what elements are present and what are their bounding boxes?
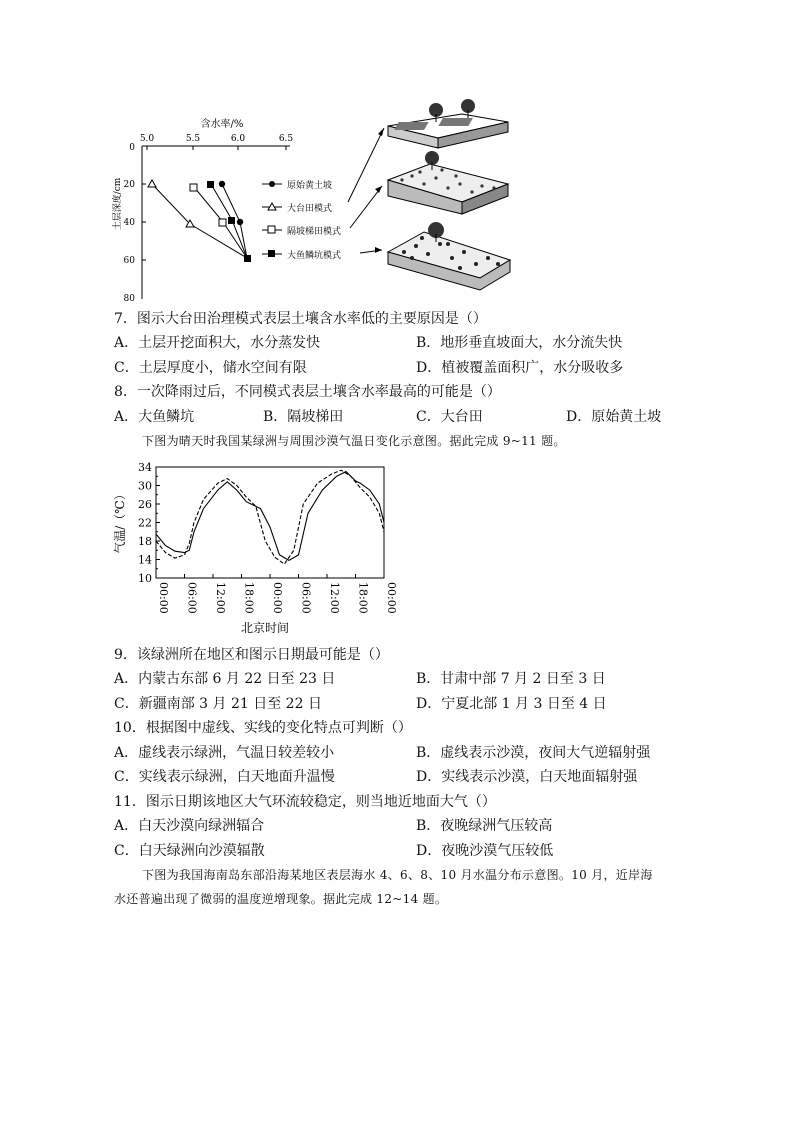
question-11-option-c: C．白天绿洲向沙漠辐散 (114, 843, 265, 859)
legend-label: 原始黄土坡 (287, 181, 333, 191)
y-tick-label: 40 (123, 218, 135, 228)
question-7-option-c: C．土层厚度小，储水空间有限 (114, 360, 307, 376)
question-7-stem: 7．图示大台田治理模式表层土壤含水率低的主要原因是（） (114, 311, 487, 327)
marker-slope-terrace (190, 184, 197, 191)
question-9-stem: 9．该绿洲所在地区和图示日期最可能是（） (114, 647, 389, 663)
fishscale-pit-block-diagram (388, 222, 510, 290)
question-8-option-d: D．原始黄土坡 (566, 409, 662, 425)
x-tick-label: 12:00 (214, 582, 227, 614)
temperature-figure (110, 458, 400, 642)
marker-fishscale (207, 181, 214, 188)
y-tick-label: 30 (138, 479, 152, 493)
question-11-stem: 11．图示日期该地区大气环流较稳定，则当地近地面大气（） (114, 794, 496, 810)
intro-12-14-line2: 水还普遍出现了微弱的温度逆增现象。据此完成 12~14 题。 (114, 892, 448, 906)
slope-terrace-block-diagram (388, 151, 508, 214)
x-tick-label: 6.5 (278, 134, 294, 144)
question-8-stem: 8．一次降雨过后，不同模式表层土壤含水率最高的可能是（） (114, 384, 501, 400)
x-tick-label: 00:00 (271, 582, 284, 614)
y-tick-label: 14 (138, 553, 152, 567)
x-tick-label: 5.5 (185, 134, 201, 144)
fig1-x-ticks (140, 134, 294, 144)
intro-9-11: 下图为晴天时我国某绿洲与周围沙漠气温日变化示意图。据此完成 9~11 题。 (142, 434, 566, 448)
intro-12-14-line1: 下图为我国海南岛东部沿海某地区表层海水 4、6、8、10 月水温分布示意图。10 月，近岸海 (142, 868, 653, 882)
question-10-option-a: A．虚线表示绿洲，气温日较差较小 (114, 745, 335, 761)
question-11-option-b: B．夜晚绿洲气压较高 (416, 818, 553, 834)
y-tick-label: 20 (123, 180, 135, 190)
marker-fishscale (244, 255, 251, 262)
depth-axis-title: 土层深度/cm (113, 177, 123, 231)
y-tick-label: 10 (138, 572, 152, 585)
question-8-option-c: C．大台田 (416, 409, 483, 425)
x-tick-label: 00:00 (157, 582, 170, 614)
y-tick-label: 22 (138, 516, 152, 530)
marker-original (237, 219, 243, 225)
marker-terrace (148, 180, 156, 187)
x-tick-label: 06:00 (185, 582, 199, 614)
y-tick-label: 80 (123, 294, 135, 304)
temp-plot-frame (156, 467, 384, 578)
x-tick-label: 00:00 (385, 582, 398, 614)
temp-ylabel: 气温/（℃） (113, 488, 127, 554)
marker-original (219, 181, 225, 187)
fig1-legend (262, 179, 341, 261)
question-10-stem: 10．根据图中虚线、实线的变化特点可判断（） (114, 720, 412, 736)
question-9-option-b: B．甘肃中部 7 月 2 日至 3 日 (416, 671, 606, 687)
x-tick-label: 6.0 (230, 134, 246, 144)
question-7-option-d: D．植被覆盖面积广，水分吸收多 (416, 360, 624, 376)
y-tick-label: 60 (123, 256, 135, 266)
terrace-block-diagram (388, 99, 508, 148)
x-tick-label: 18:00 (356, 582, 370, 614)
x-tick-label: 12:00 (328, 582, 341, 614)
question-9-option-c: C．新疆南部 3 月 21 日至 22 日 (114, 696, 322, 712)
soil-moisture-figure (110, 92, 520, 304)
x-tick-label: 06:00 (299, 582, 313, 614)
solid-temperature-line (156, 472, 384, 561)
temp-xlabel: 北京时间 (240, 621, 290, 635)
question-10-option-c: C．实线表示绿洲，白天地面升温慢 (114, 769, 335, 785)
question-10-option-b: B．虚线表示沙漠，夜间大气逆辐射强 (416, 745, 651, 761)
y-tick-label: 0 (129, 143, 135, 153)
question-7-option-b: B．地形垂直坡面大，水分流失快 (416, 335, 623, 351)
x-tick-label: 18:00 (242, 582, 256, 614)
question-7-option-a: A．土层开挖面积大，水分蒸发快 (114, 335, 321, 351)
y-tick-label: 26 (138, 498, 152, 511)
legend-label: 大鱼鳞坑模式 (287, 251, 342, 261)
question-11-option-d: D．夜晚沙漠气压较低 (416, 843, 554, 859)
question-9-option-a: A．内蒙古东部 6 月 22 日至 23 日 (114, 671, 336, 687)
question-11-option-a: A．白天沙漠向绿洲辐合 (114, 818, 265, 834)
y-tick-label: 18 (138, 535, 152, 548)
question-8-option-a: A．大鱼鳞坑 (114, 409, 195, 425)
question-10-option-d: D．实线表示沙漠，白天地面辐射强 (416, 769, 638, 785)
dashed-temperature-line (156, 470, 384, 564)
moisture-axis-title: 含水率/% (200, 119, 244, 130)
question-8-option-b: B．隔坡梯田 (263, 409, 344, 425)
marker-fishscale (228, 217, 235, 224)
question-9-option-d: D．宁夏北部 1 月 3 日至 4 日 (416, 696, 607, 712)
legend-label: 隔坡梯田模式 (287, 227, 342, 237)
x-tick-label: 5.0 (139, 134, 155, 144)
y-tick-label: 34 (138, 461, 152, 474)
legend-label: 大台田模式 (287, 204, 333, 214)
marker-slope-terrace (219, 219, 226, 226)
